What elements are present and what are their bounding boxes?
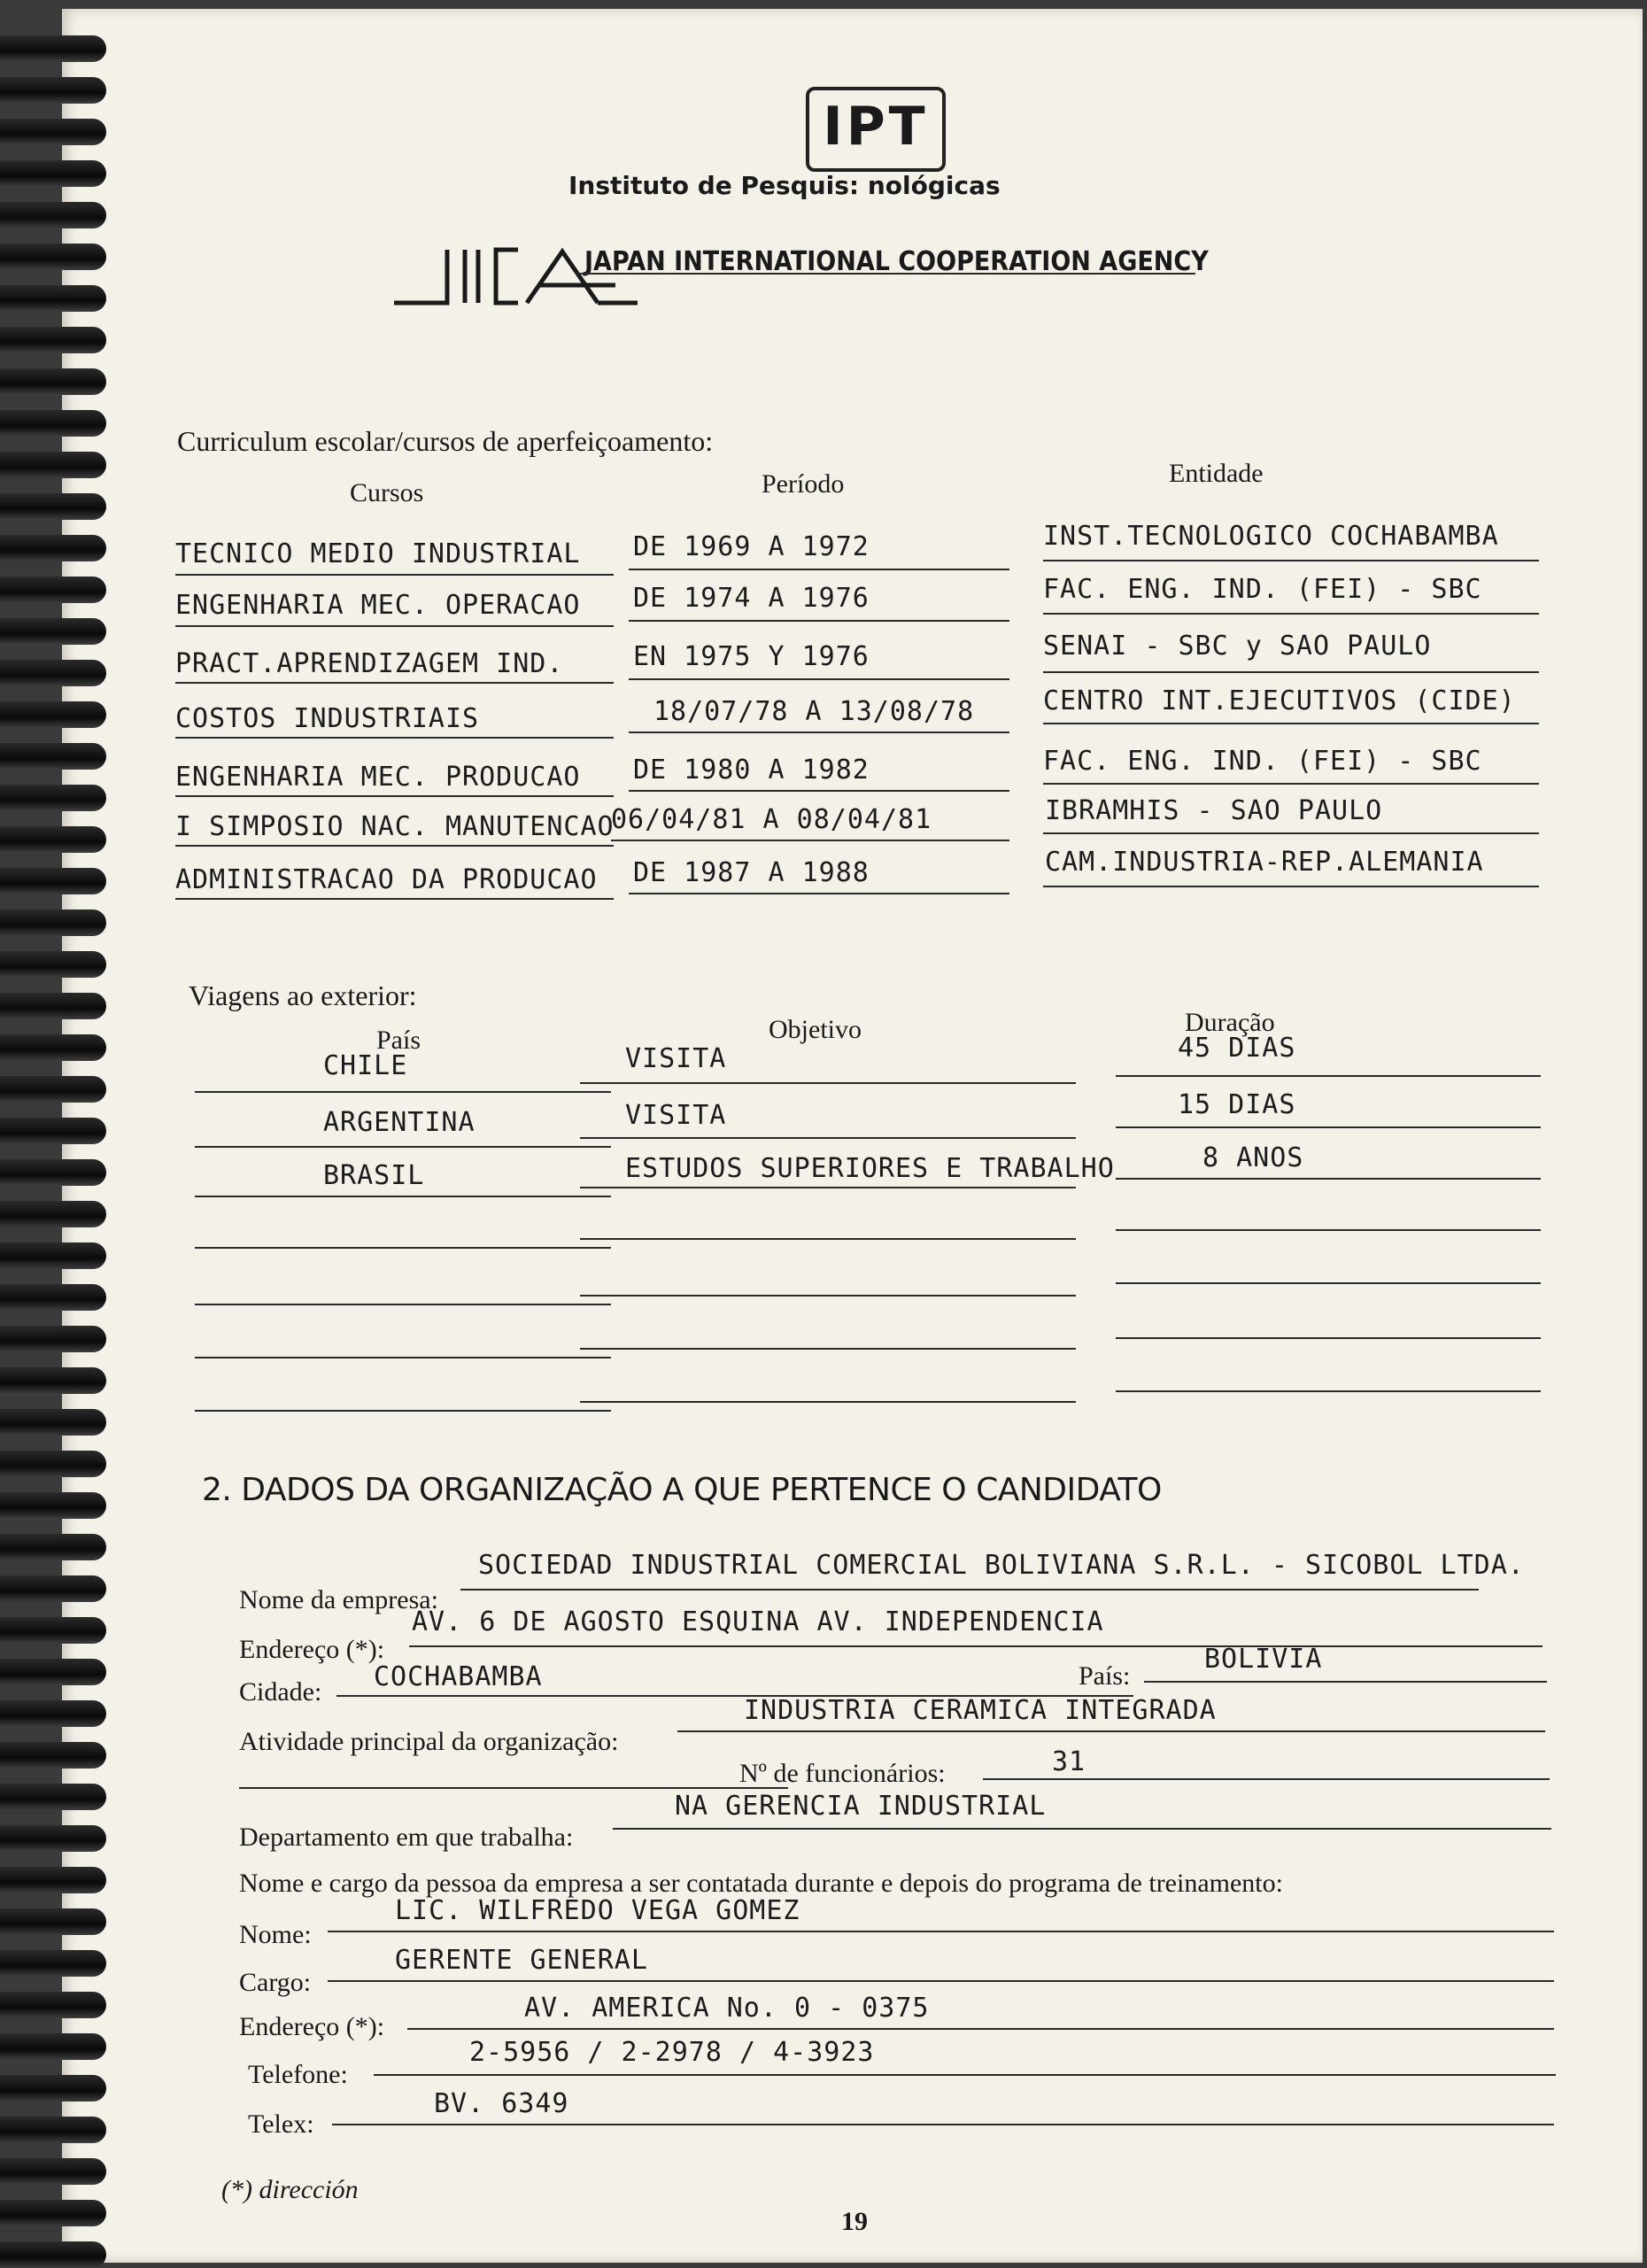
education-curso: PRACT.APRENDIZAGEM IND.: [175, 648, 564, 679]
binding-ring: [0, 452, 106, 478]
binding-ring: [0, 327, 106, 353]
binding-ring: [0, 1784, 106, 1810]
row-line: [629, 790, 1009, 792]
education-periodo: 18/07/78 A 13/08/78: [653, 696, 975, 727]
field-line: [983, 1778, 1550, 1780]
education-entidade: CENTRO INT.EJECUTIVOS (CIDE): [1043, 685, 1516, 716]
binding-ring: [0, 285, 106, 312]
jica-agency-name: JAPAN INTERNATIONAL COOPERATION AGENCY: [584, 246, 1209, 277]
binding-ring: [0, 1742, 106, 1769]
spiral-binding: [0, 0, 115, 2267]
employees-label: Nº de funcionários:: [739, 1759, 946, 1788]
education-entidade: SENAI - SBC y SAO PAULO: [1043, 631, 1432, 662]
binding-ring: [0, 577, 106, 603]
row-line: [1116, 1282, 1541, 1284]
row-line: [1043, 832, 1539, 834]
row-line: [580, 1295, 1076, 1297]
education-section-label: Curriculum escolar/cursos de aperfeiçoamento:: [177, 425, 714, 457]
education-entidade: FAC. ENG. IND. (FEI) - SBC: [1043, 746, 1482, 777]
binding-ring: [0, 535, 106, 561]
binding-ring: [0, 743, 106, 770]
row-line: [1116, 1337, 1541, 1339]
contact-name-label: Nome:: [239, 1920, 312, 1949]
form-page: [62, 9, 1643, 2263]
binding-ring: [0, 826, 106, 853]
field-line: [677, 1730, 1545, 1732]
education-entidade: FAC. ENG. IND. (FEI) - SBC: [1043, 574, 1482, 605]
binding-ring: [0, 1034, 106, 1061]
row-line: [1116, 1390, 1541, 1392]
education-periodo: DE 1980 A 1982: [633, 755, 870, 786]
binding-ring: [0, 1534, 106, 1560]
row-line: [1043, 783, 1539, 785]
binding-ring: [0, 77, 106, 104]
binding-ring: [0, 1159, 106, 1186]
education-curso: ENGENHARIA MEC. PRODUCAO: [175, 762, 581, 793]
binding-ring: [0, 493, 106, 520]
education-periodo: DE 1987 A 1988: [633, 857, 870, 888]
contact-name-value: LIC. WILFREDO VEGA GOMEZ: [395, 1895, 800, 1926]
company-name-value: SOCIEDAD INDUSTRIAL COMERCIAL BOLIVIANA S.R.L. - SICOBOL LTDA.: [478, 1550, 1525, 1581]
phone-label: Telefone:: [248, 2060, 348, 2089]
binding-ring: [0, 1992, 106, 2018]
binding-ring: [0, 1118, 106, 1144]
travel-pais: CHILE: [323, 1050, 408, 1081]
education-periodo: DE 1974 A 1976: [633, 583, 870, 614]
row-line: [195, 1357, 611, 1358]
travel-duracao: 8 ANOS: [1202, 1142, 1304, 1173]
travel-pais: ARGENTINA: [323, 1107, 476, 1138]
city-label: Cidade:: [239, 1677, 322, 1707]
row-line: [175, 898, 614, 900]
binding-ring: [0, 1451, 106, 1477]
binding-ring: [0, 868, 106, 894]
travel-duracao: 15 DIAS: [1178, 1089, 1296, 1120]
travel-col-pais: País: [376, 1026, 421, 1055]
binding-ring: [0, 1409, 106, 1436]
cargo-value: GERENTE GENERAL: [395, 1945, 648, 1976]
city-value: COCHABAMBA: [374, 1661, 543, 1692]
binding-ring: [0, 660, 106, 686]
education-entidade: INST.TECNOLOGICO COCHABAMBA: [1043, 521, 1499, 552]
country-label: País:: [1079, 1661, 1131, 1691]
row-line: [175, 682, 614, 684]
jica-underline: [576, 273, 1195, 275]
department-label: Departamento em que trabalha:: [239, 1823, 574, 1852]
row-line: [175, 737, 614, 739]
binding-ring: [0, 1700, 106, 1727]
binding-ring: [0, 1284, 106, 1311]
binding-ring: [0, 2200, 106, 2226]
travel-pais: BRASIL: [323, 1160, 425, 1191]
telex-value: BV. 6349: [434, 2088, 569, 2119]
binding-ring: [0, 1659, 106, 1685]
row-line: [580, 1187, 1076, 1188]
travel-objetivo: VISITA: [625, 1100, 727, 1131]
row-line: [1116, 1229, 1541, 1231]
company-name-label: Nome da empresa:: [239, 1585, 438, 1614]
binding-ring: [0, 35, 106, 62]
row-line: [195, 1091, 611, 1093]
binding-ring: [0, 244, 106, 270]
row-line: [1043, 671, 1539, 673]
binding-ring: [0, 410, 106, 437]
row-line: [1043, 723, 1539, 724]
field-line: [239, 1787, 788, 1789]
page-number: 19: [841, 2207, 868, 2236]
binding-ring: [0, 910, 106, 936]
row-line: [629, 678, 1009, 680]
row-line: [1043, 886, 1539, 887]
binding-ring: [0, 2033, 106, 2060]
education-col-cursos: Cursos: [350, 478, 424, 507]
row-line: [195, 1410, 611, 1412]
row-line: [629, 731, 1009, 733]
phone-value: 2-5956 / 2-2978 / 4-3923: [469, 2037, 875, 2068]
contact-address-value: AV. AMERICA No. 0 - 0375: [524, 1993, 930, 2024]
row-line: [580, 1348, 1076, 1350]
row-line: [195, 1247, 611, 1249]
row-line: [1116, 1075, 1541, 1077]
binding-ring: [0, 1617, 106, 1644]
binding-ring: [0, 1201, 106, 1227]
row-line: [580, 1401, 1076, 1403]
contact-instructions: Nome e cargo da pessoa da empresa a ser contatada durante e depois do programa de treinamento:: [239, 1869, 1283, 1898]
row-line: [629, 620, 1009, 622]
travel-col-objetivo: Objetivo: [769, 1015, 862, 1044]
binding-ring: [0, 2075, 106, 2102]
binding-ring: [0, 202, 106, 228]
binding-ring: [0, 368, 106, 395]
binding-ring: [0, 1867, 106, 1893]
country-value: BOLIVIA: [1204, 1644, 1323, 1675]
row-line: [1043, 560, 1539, 561]
education-col-periodo: Período: [762, 469, 845, 499]
binding-ring: [0, 1076, 106, 1103]
binding-ring: [0, 2158, 106, 2185]
education-periodo: DE 1969 A 1972: [633, 531, 870, 562]
binding-ring: [0, 2117, 106, 2143]
education-curso: I SIMPOSIO NAC. MANUTENCAO: [175, 811, 615, 842]
binding-ring: [0, 951, 106, 978]
field-line: [1144, 1681, 1547, 1683]
field-line: [332, 2124, 1554, 2125]
field-line: [374, 2074, 1556, 2076]
binding-ring: [0, 1908, 106, 1935]
field-line: [613, 1828, 1551, 1830]
activity-label: Atividade principal da organização:: [239, 1727, 619, 1756]
row-line: [175, 574, 614, 576]
address-label: Endereço (*):: [239, 1635, 385, 1664]
row-line: [1043, 613, 1539, 615]
binding-ring: [0, 1367, 106, 1394]
travel-objetivo: ESTUDOS SUPERIORES E TRABALHO: [625, 1153, 1115, 1184]
education-periodo: EN 1975 Y 1976: [633, 641, 870, 672]
row-line: [175, 625, 614, 627]
binding-ring: [0, 119, 106, 145]
education-periodo: 06/04/81 A 08/04/81: [611, 804, 932, 835]
telex-label: Telex:: [248, 2109, 314, 2139]
row-line: [580, 1137, 1076, 1139]
ipt-institute-name: Instituto de Pesquis: nológicas: [568, 171, 1001, 200]
ipt-logo: IPT: [806, 87, 946, 172]
row-line: [1116, 1178, 1541, 1180]
binding-ring: [0, 1242, 106, 1269]
field-line: [409, 1645, 1543, 1647]
footnote: (*) dirección: [221, 2175, 359, 2204]
field-line: [407, 2028, 1554, 2030]
address-value: AV. 6 DE AGOSTO ESQUINA AV. INDEPENDENCIA: [412, 1606, 1104, 1637]
binding-ring: [0, 1950, 106, 1977]
organization-heading: 2. DADOS DA ORGANIZAÇÃO A QUE PERTENCE O CANDIDATO: [202, 1472, 1162, 1508]
education-entidade: IBRAMHIS - SAO PAULO: [1045, 795, 1383, 826]
employees-value: 31: [1052, 1746, 1086, 1777]
row-line: [175, 845, 614, 847]
binding-ring: [0, 701, 106, 728]
education-curso: ADMINISTRACAO DA PRODUCAO: [175, 864, 598, 895]
row-line: [611, 840, 1009, 841]
binding-ring: [0, 1575, 106, 1602]
education-entidade: CAM.INDUSTRIA-REP.ALEMANIA: [1045, 847, 1484, 878]
binding-ring: [0, 618, 106, 645]
travel-duracao: 45 DIAS: [1178, 1033, 1296, 1064]
binding-ring: [0, 785, 106, 811]
binding-ring: [0, 2241, 106, 2268]
row-line: [195, 1304, 611, 1305]
travel-objetivo: VISITA: [625, 1043, 727, 1074]
row-line: [175, 795, 614, 797]
row-line: [629, 569, 1009, 570]
field-line: [328, 1931, 1554, 1932]
binding-ring: [0, 1326, 106, 1352]
education-col-entidade: Entidade: [1169, 459, 1264, 488]
field-line: [460, 1589, 1479, 1591]
binding-ring: [0, 1825, 106, 1852]
department-value: NA GERENCIA INDUSTRIAL: [675, 1791, 1047, 1822]
row-line: [195, 1196, 611, 1197]
education-curso: ENGENHARIA MEC. OPERACAO: [175, 590, 581, 621]
field-line: [328, 1980, 1554, 1982]
row-line: [629, 893, 1009, 894]
education-curso: TECNICO MEDIO INDUSTRIAL: [175, 538, 581, 569]
row-line: [1116, 1126, 1541, 1128]
row-line: [580, 1238, 1076, 1240]
binding-ring: [0, 160, 106, 187]
show-through-text: [133, 354, 143, 392]
activity-value: INDUSTRIA CERAMICA INTEGRADA: [744, 1695, 1217, 1726]
cargo-label: Cargo:: [239, 1968, 312, 1997]
education-curso: COSTOS INDUSTRIAIS: [175, 703, 480, 734]
binding-ring: [0, 993, 106, 1019]
travel-col-duracao: Duração: [1185, 1008, 1275, 1037]
row-line: [195, 1146, 611, 1148]
contact-address-label: Endereço (*):: [239, 2012, 385, 2041]
travel-section-label: Viagens ao exterior:: [189, 979, 417, 1011]
row-line: [580, 1082, 1076, 1084]
binding-ring: [0, 1492, 106, 1519]
